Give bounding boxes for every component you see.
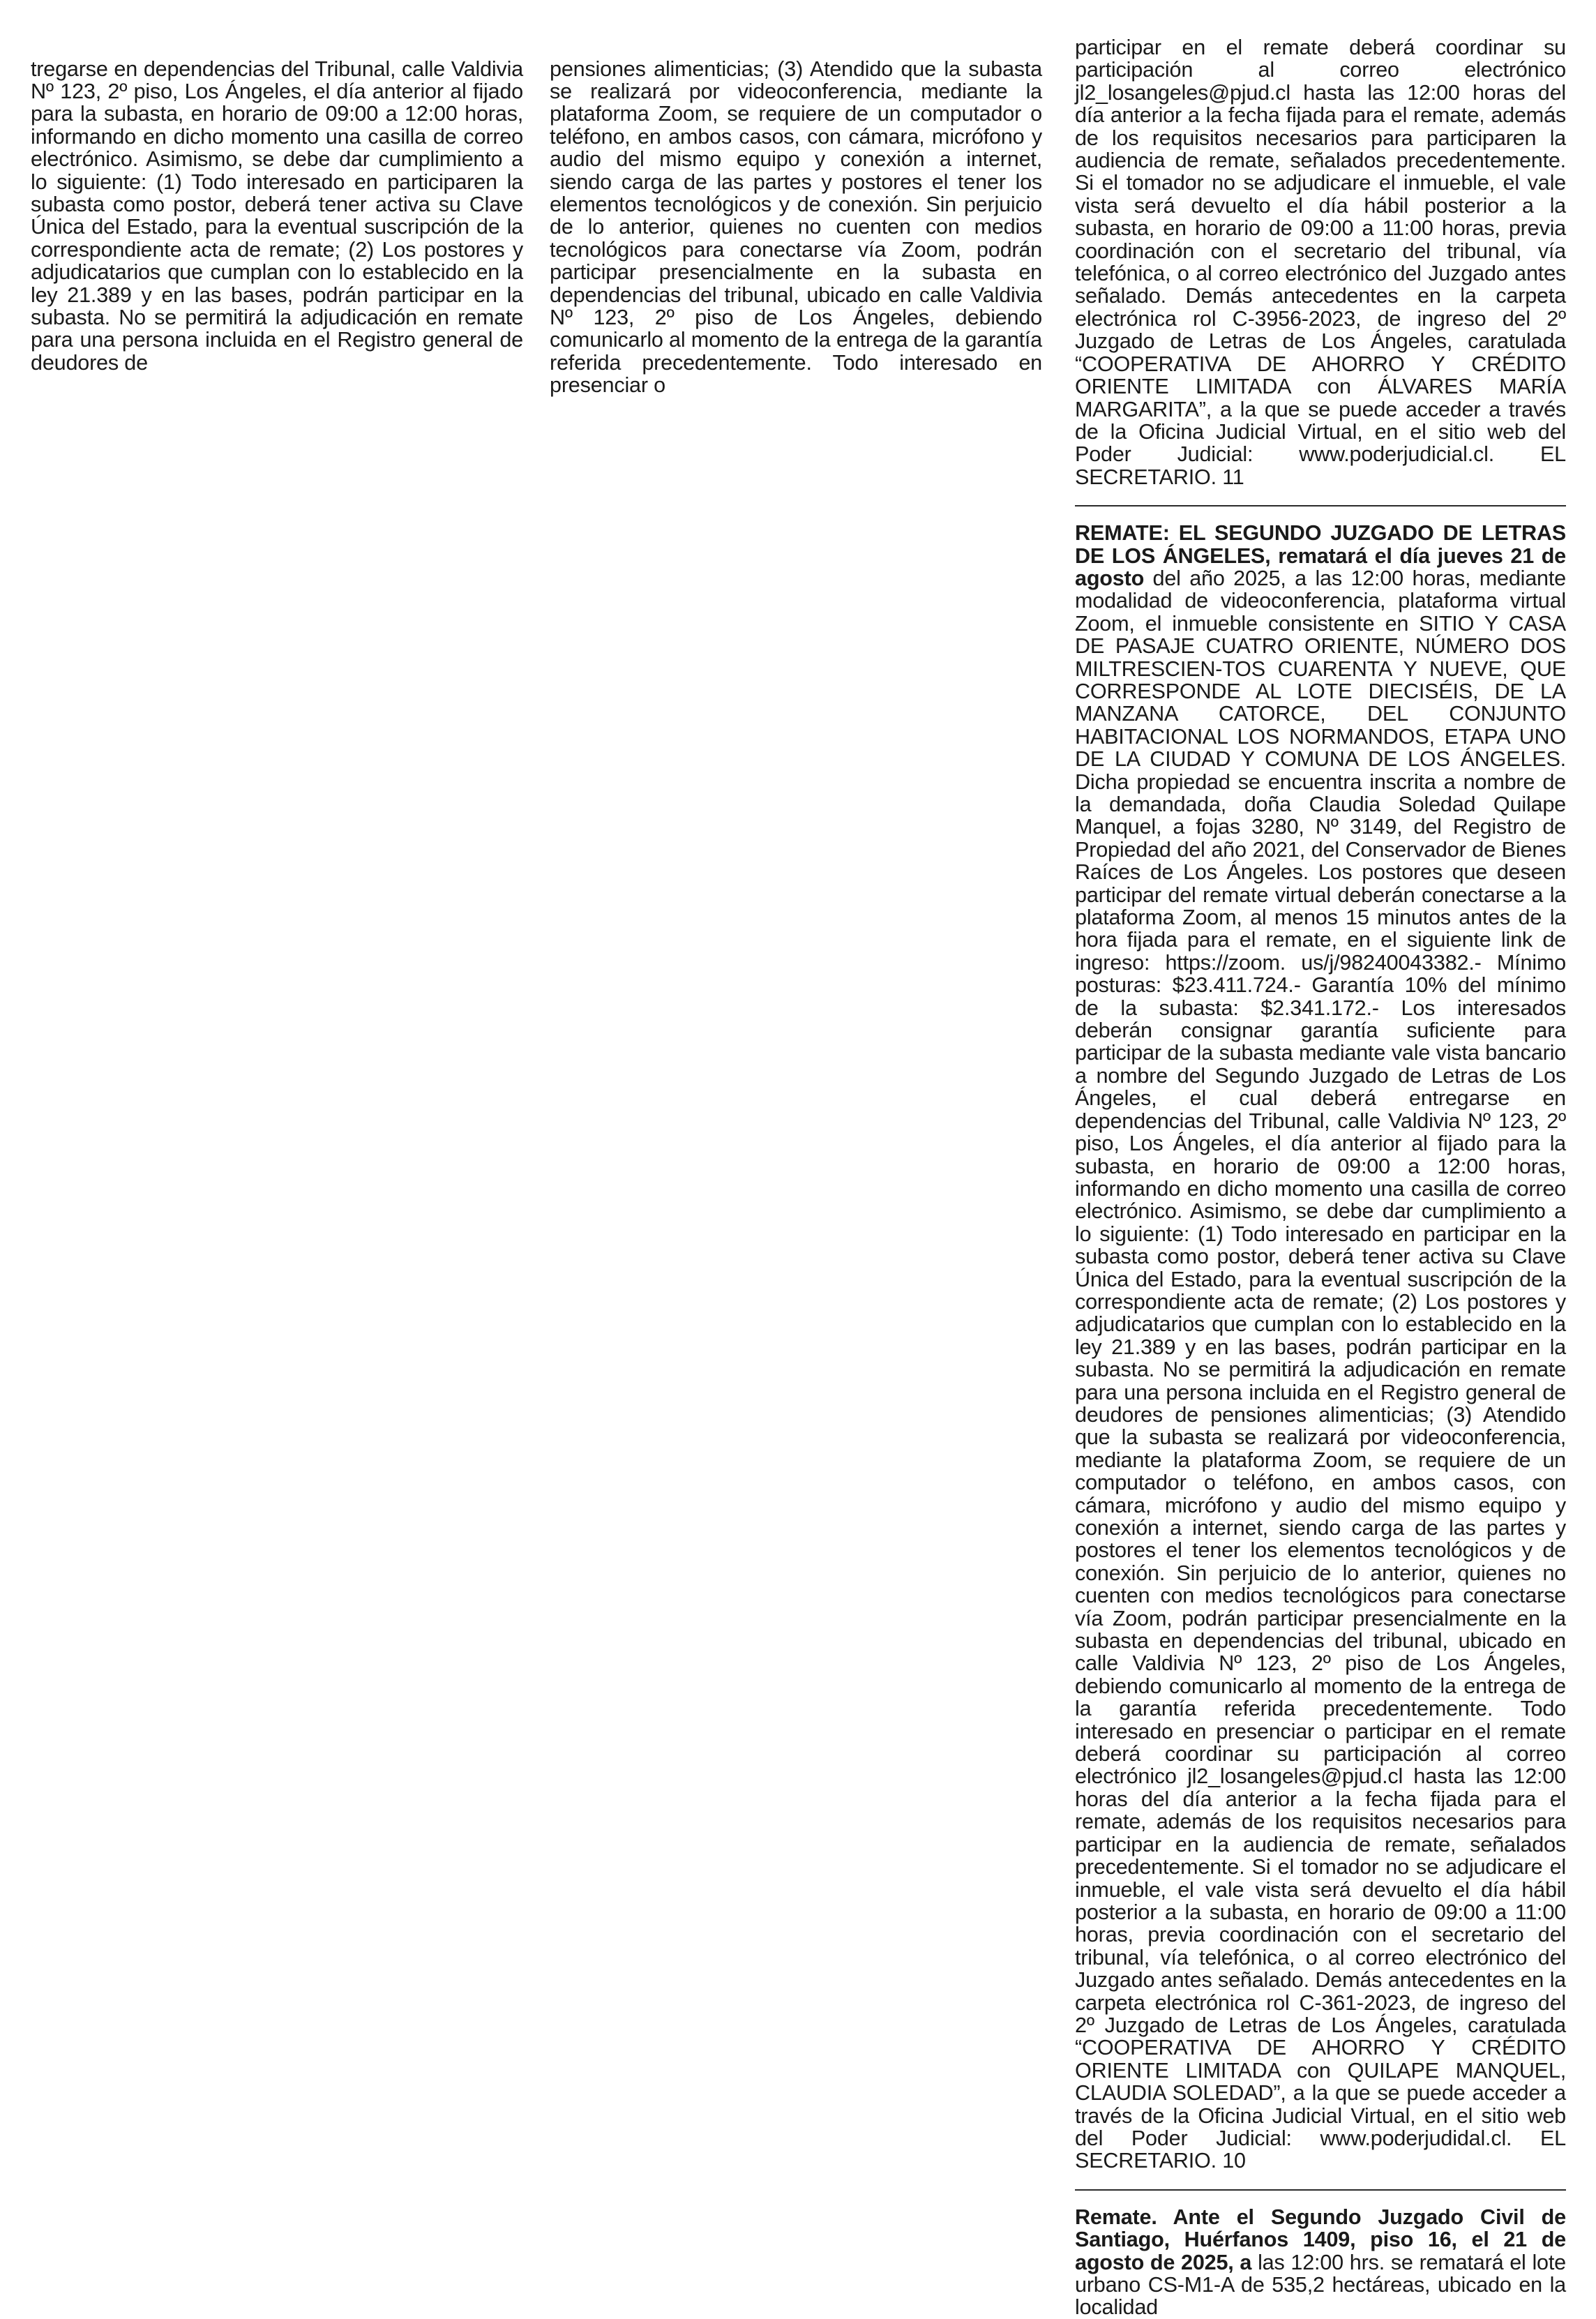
notice-paragraph: [1075, 2206, 1566, 2319]
notice-continuation: [1075, 36, 1566, 488]
notice-remate-los-angeles: [1075, 522, 1566, 2172]
notice-remate-santiago: [1075, 2206, 1566, 2319]
notice-heading: Remate. Ante el Segundo Juzgado Civil de Santiago, Huérfanos 1409, piso 16, el 21 de agosto de 2025, a: [1075, 2205, 1566, 2274]
notice-divider: [1075, 505, 1566, 506]
notice-heading: REMATE: EL SEGUNDO JUZGADO DE LETRAS DE LOS ÁNGELES, rematará el día jueves 21 de agosto: [1075, 521, 1566, 590]
notice-divider: [1075, 2189, 1566, 2191]
notice-paragraph: [1075, 522, 1566, 2172]
column-3: [1075, 36, 1566, 2319]
column-2: [550, 36, 1042, 418]
notice-body: las 12:00 hrs. se rematará el lote urbano CS-M1-A de 535,2 hectáreas, ubicado en la localidad: [1075, 2250, 1566, 2319]
column-1: [31, 36, 523, 396]
notice-continuation-text: tregarse en dependencias del Tribunal, calle Valdivia Nº 123, 2º piso, Los Ángeles, el día anterior al fijado para la subasta, en horario de 09:00 a 12:00 horas, informando en dicho momento una casilla de correo electrónico. Asimismo, se debe dar cumplimiento a lo siguiente: (1) Todo interesado en participaren la subasta como postor, deberá tener activa su Clave Única del Estado, para la eventual suscripción de la correspondiente acta de remate; (2) Los postores y adjudicatarios que cumplan con lo establecido en la ley 21.389 y en las bases, podrán participar en la subasta. No se permitirá la adjudicación en remate para una persona incluida en el Registro general de deudores de: [31, 57, 523, 375]
notice-continuation-text: participar en el remate deberá coordinar su participación al correo electrónico jl2_losangeles@pjud.cl hasta las 12:00 horas del día anterior a la fecha fijada para el remate, además de los requisitos necesarios para participaren la audiencia de remate, señalados precedentemente. Si el tomador no se adjudicare el inmueble, el vale vista será devuelto el día hábil posterior a la subasta, en horario de 09:00 a 11:00 horas, previa coordinación con el secretario del tribunal, vía telefónica, o al correo electrónico del Juzgado antes señalado. Demás antecedentes en la carpeta electrónica rol C-3956-2023, de ingreso del 2º Juzgado de Letras de Los Ángeles, caratulada “COOPERATIVA DE AHORRO Y CRÉDITO ORIENTE LIMITADA con ÁLVARES MARÍA MARGARITA”, a la que se puede acceder a través de la Oficina Judicial Virtual, en el sitio web del Poder Judicial: www.poderjudicial.cl. EL SECRETARIO. 11: [1075, 36, 1566, 489]
notice-body: del año 2025, a las 12:00 horas, mediante modalidad de videoconferencia, plataforma virtual Zoom, el inmueble consistente en SITIO Y CASA DE PASAJE CUATRO ORIENTE, NÚMERO DOS MILTRESCIEN-TOS CUARENTA Y NUEVE, QUE CORRESPONDE AL LOTE DIECISÉIS, DE LA MANZANA CATORCE, DEL CONJUNTO HABITACIONAL LOS NORMANDOS, ETAPA UNO DE LA CIUDAD Y COMUNA DE LOS ÁNGELES. Dicha propiedad se encuentra inscrita a nombre de la demandada, doña Claudia Soledad Quilape Manquel, a fojas 3280, Nº 3149, del Registro de Propiedad del año 2021, del Conservador de Bienes Raíces de Los Ángeles. Los postores que deseen participar del remate virtual deberán conectarse a la plataforma Zoom, al menos 15 minutos antes de la hora fijada para el remate, en el siguiente link de ingreso: https://zoom. us/j/98240043382.- Mínimo posturas: $23.411.724.- Garantía 10% del mínimo de la subasta: $2.341.172.- Los interesados deberán consignar garantía suficiente para participar de la subasta mediante vale vista bancario a nombre del Segundo Juzgado de Letras de Los Ángeles, el cual deberá entregarse en dependencias del Tribunal, calle Valdivia Nº 123, 2º piso, Los Ángeles, el día anterior al fijado para la subasta, en horario de 09:00 a 12:00 horas, informando en dicho momento una casilla de correo electrónico. Asimismo, se debe dar cumplimiento a lo siguiente: (1) Todo interesado en participar en la subasta como postor, deberá tener activa su Clave Única del Estado, para la eventual suscripción de la correspondiente acta de remate; (2) Los postores y adjudicatarios que cumplan con lo establecido en la ley 21.389 y en las bases, podrán participar en la subasta. No se permitirá la adjudicación en remate para una persona incluida en el Registro general de deudores de pensiones alimenticias; (3) Atendido que la subasta se realizará por videoconferencia, mediante la plataforma Zoom, se requiere de un computador o teléfono, en ambos casos, con cámara, micrófono y audio del mismo equipo y conexión a internet, siendo carga de las partes y postores el tener los elementos tecnológicos y de conexión. Sin perjuicio de lo anterior, quienes no cuenten con medios tecnológicos para conectarse vía Zoom, podrán participar presencialmente en la subasta en dependencias del tribunal, ubicado en calle Valdivia Nº 123, 2º piso de Los Ángeles, debiendo comunicarlo al momento de la entrega de la garantía referida precedentemente. Todo interesado en presenciar o participar en el remate deberá coordinar su participación al correo electrónico jl2_losangeles@pjud.cl hasta las 12:00 horas del día anterior a la fecha fijada para el remate, además de los requisitos necesarios para participar en la audiencia de remate, señalados precedentemente. Si el tomador no se adjudicare el inmueble, el vale vista será devuelto el día hábil posterior a la subasta, en horario de 09:00 a 11:00 horas, previa coordinación con el secretario del tribunal, vía telefónica, o al correo electrónico del Juzgado antes señalado. Demás antecedentes en la carpeta electrónica rol C-361-2023, de ingreso del 2º Juzgado de Letras de Los Ángeles, caratulada “COOPERATIVA DE AHORRO Y CRÉDITO ORIENTE LIMITADA con QUILAPE MANQUEL, CLAUDIA SOLEDAD”, a la que se puede acceder a través de la Oficina Judicial Virtual, en el sitio web del Poder Judicial: www.poderjudidal.cl. EL SECRETARIO. 10: [1075, 566, 1566, 2173]
notice-continuation-text: pensiones alimenticias; (3) Atendido que la subasta se realizará por videoconferencia, mediante la plataforma Zoom, se requiere de un computador o teléfono, en ambos casos, con cámara, micrófono y audio del mismo equipo y conexión a internet, siendo carga de las partes y postores el tener los elementos tecnológicos y de conexión. Sin perjuicio de lo anterior, quienes no cuenten con medios tecnológicos para conectarse vía Zoom, podrán participar presencialmente en la subasta en dependencias del tribunal, ubicado en calle Valdivia Nº 123, 2º piso de Los Ángeles, debiendo comunicarlo al momento de la entrega de la garantía referida precedentemente. Todo interesado en presenciar o: [550, 57, 1042, 398]
